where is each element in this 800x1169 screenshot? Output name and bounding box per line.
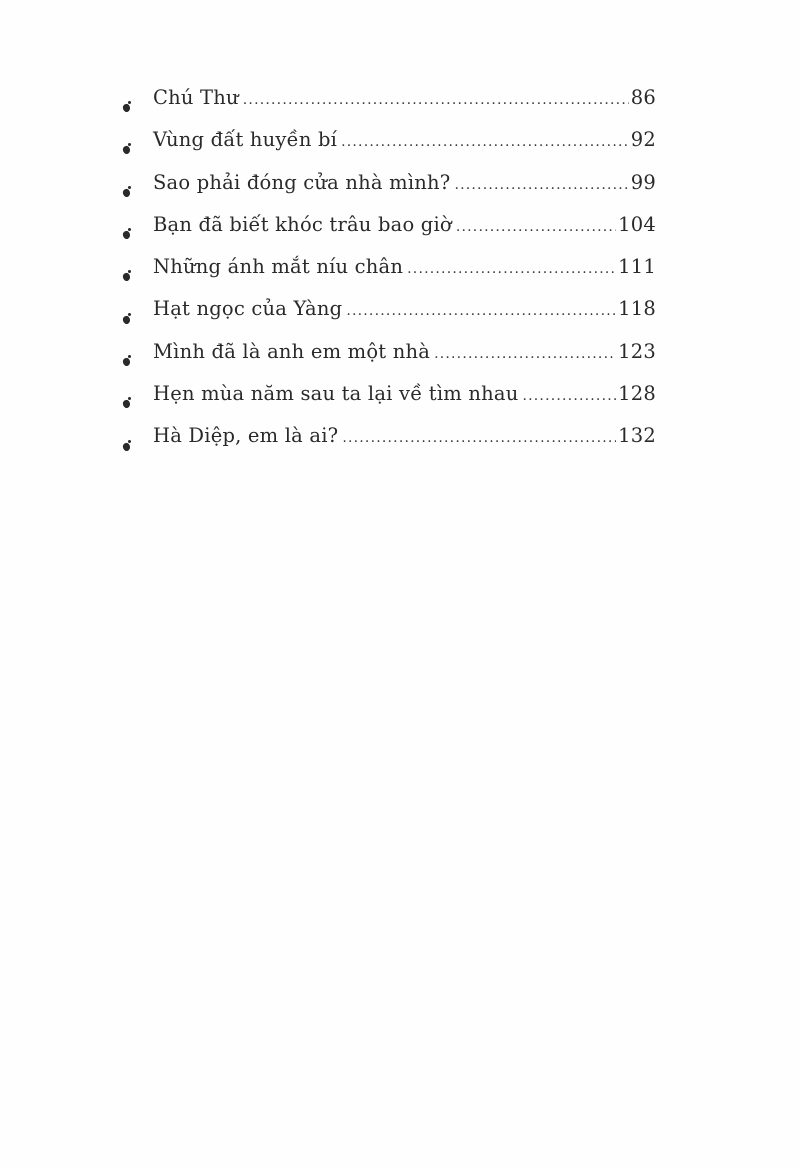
toc-entry xyxy=(122,171,656,213)
toc-entry-page: 104 xyxy=(618,212,656,236)
toc-entry-title: Bạn đã biết khóc trâu bao giờ xyxy=(153,212,452,236)
apple-bullet-icon xyxy=(122,186,153,198)
toc-entry-page: 132 xyxy=(618,424,656,448)
apple-bullet-icon xyxy=(122,397,153,409)
toc-entry-page: 128 xyxy=(618,382,656,406)
toc-entry xyxy=(122,213,656,255)
toc-entry xyxy=(122,86,656,128)
dot-leader xyxy=(407,261,616,277)
apple-bullet-icon xyxy=(122,101,153,113)
toc-entry-title: Mình đã là anh em một nhà xyxy=(153,339,431,363)
dot-leader xyxy=(456,219,616,235)
dot-leader xyxy=(346,303,616,319)
toc-entry-page: 92 xyxy=(630,128,656,152)
toc-entry xyxy=(122,424,656,466)
toc-entry-title: Sao phải đóng cửa nhà mình? xyxy=(153,170,451,194)
toc-entry-page: 99 xyxy=(630,170,656,194)
toc-entry-page: 118 xyxy=(618,297,656,321)
toc-entry-page: 111 xyxy=(618,255,656,279)
toc-entry xyxy=(122,297,656,339)
toc-entry xyxy=(122,255,656,297)
dot-leader xyxy=(342,430,616,446)
dot-leader xyxy=(522,388,616,404)
toc-entry xyxy=(122,382,656,424)
toc-entry xyxy=(122,128,656,170)
toc-entry-title: Những ánh mắt níu chân xyxy=(153,255,404,279)
dot-leader xyxy=(454,177,628,193)
apple-bullet-icon xyxy=(122,270,153,282)
apple-bullet-icon xyxy=(122,228,153,240)
toc-entry-title: Hẹn mùa năm sau ta lại về tìm nhau xyxy=(153,382,519,406)
dot-leader xyxy=(341,134,629,150)
apple-bullet-icon xyxy=(122,440,153,452)
toc-entry xyxy=(122,340,656,382)
table-of-contents xyxy=(122,86,656,467)
dot-leader xyxy=(243,92,629,108)
dot-leader xyxy=(434,346,616,362)
apple-bullet-icon xyxy=(122,313,153,325)
apple-bullet-icon xyxy=(122,355,153,367)
toc-entry-page: 86 xyxy=(630,86,656,109)
toc-entry-title: Chú Thư xyxy=(153,86,239,109)
toc-entry-title: Hà Diệp, em là ai? xyxy=(153,424,339,448)
toc-entry-page: 123 xyxy=(618,339,656,363)
toc-entry-title: Vùng đất huyền bí xyxy=(153,128,338,152)
apple-bullet-icon xyxy=(122,143,153,155)
toc-entry-title: Hạt ngọc của Yàng xyxy=(153,297,343,321)
